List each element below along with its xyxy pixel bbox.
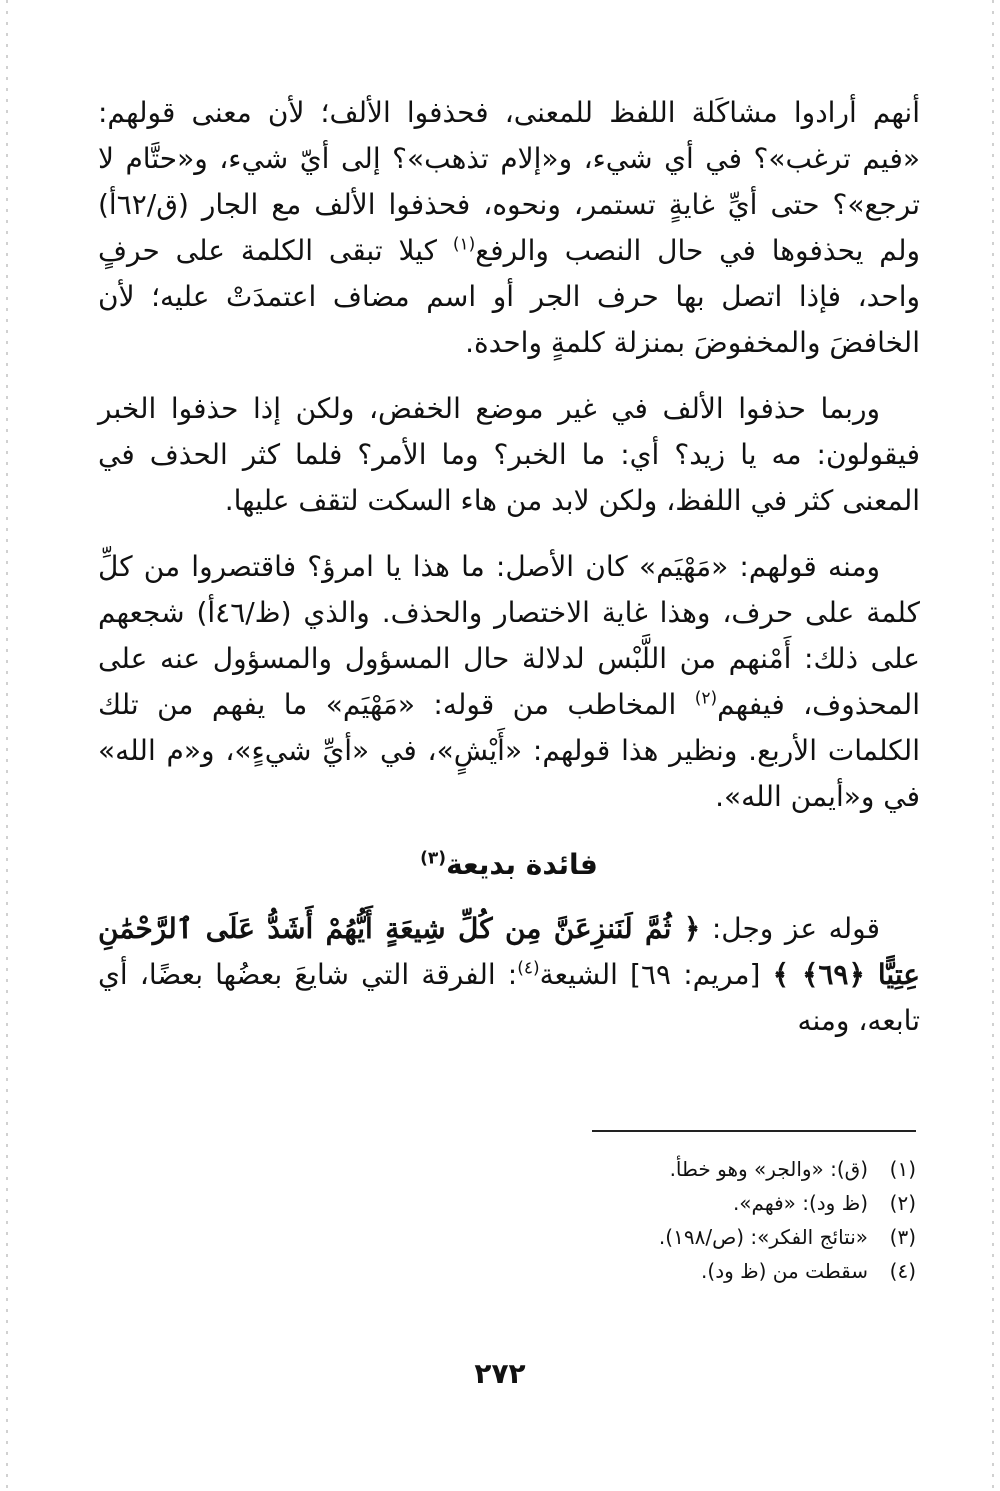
footnote-1-text: (ق): «والجر» وهو خطأ. — [669, 1157, 868, 1181]
paragraph-4-text: [مريم: ٦٩] الشيعة — [539, 958, 773, 991]
page-number: ٢٧٢ — [474, 1357, 526, 1390]
footnote-4 — [96, 1254, 916, 1288]
footnote-3-number: (٣) — [889, 1225, 916, 1249]
paragraph-1-text-after: كيلا تبقى الكلمة على حرفٍ واحد، فإذا اتصل بها حرف الجر أو اسم مضاف اعتمدَتْ عليه؛ لأن الخافضَ والمخفوضَ بمنزلة كلمةٍ واحدة. — [98, 234, 920, 359]
paragraph-3-text: ومنه قولهم: «مَهْيَم» كان الأصل: ما هذا يا امرؤ؟ فاقتصروا من كلِّ كلمة على حرف، وهذا غاية الاختصار والحذف. والذي (ظ/٤٦أ) شجعهم على ذلك: أَمْنهم من اللَّبْس لدلالة حال المسؤول والمسؤول عنه على المحذوف، فيفهم — [98, 550, 921, 721]
quran-verse: ﴿ ثُمَّ لَنَنزِعَنَّ مِن كُلِّ شِيعَةٍ أَيُّهُمْ أَشَدُّ عَلَى ٱلرَّحْمَٰنِ عِتِيًّا ﴿٦٩﴾ ﴾ — [98, 912, 920, 991]
main-text — [98, 90, 920, 1064]
paragraph-3-text-after: المخاطب من قوله: «مَهْيَم» ما يفهم من تلك الكلمات الأربع. ونظير هذا قولهم: «أَيْشٍ»، في «أيِّ شيءٍ»، و«م الله» في و«أيمن الله». — [98, 688, 920, 813]
footnote-ref-4: (٤) — [517, 958, 540, 979]
paragraph-4-text-after: : الفرقة التي شايعَ بعضُها بعضًا، أي تابعه، ومنه — [98, 958, 920, 1037]
paragraph-4-lead: قوله عز وجل: — [700, 912, 881, 945]
scan-edge-right — [992, 0, 994, 1491]
paragraph-2-text: وربما حذفوا الألف في غير موضع الخفض، ولكن إذا حذفوا الخبر فيقولون: مه يا زيد؟ أي: ما الخبر؟ وما الأمر؟ فلما كثر الحذف في المعنى كثر في اللفظ، ولكن لابد من هاء السكت لتقف عليها. — [98, 392, 920, 517]
footnotes — [96, 1152, 916, 1288]
footnote-4-text: سقطت من (ظ ود). — [701, 1259, 868, 1283]
footnote-4-number: (٤) — [889, 1259, 916, 1283]
footnote-ref-1: (١) — [452, 234, 476, 255]
paragraph-3 — [98, 544, 920, 820]
footnote-ref-3: (٣) — [420, 848, 447, 869]
footnote-2-text: (ظ ود): «فهم». — [732, 1191, 868, 1215]
footnote-3 — [96, 1220, 916, 1254]
paragraph-1-text: أنهم أرادوا مشاكَلة اللفظ للمعنى، فحذفوا الألف؛ لأن معنى قولهم: «فيم ترغب»؟ في أي شيء، و«إلام تذهب»؟ إلى أيّ شيء، و«حتَّام لا ترجع»؟ حتى أيِّ غايةٍ تستمر، ونحوه، فحذفوا الألف مع الجار (ق/٦٢أ) ولم يحذفوها في حال النصب والرفع — [98, 96, 920, 267]
footnote-ref-2: (٢) — [694, 688, 718, 709]
scan-edge-left — [6, 0, 8, 1491]
footnote-2-number: (٢) — [889, 1191, 916, 1215]
footnote-3-text: «نتائج الفكر»: (ص/١٩٨). — [658, 1225, 868, 1249]
footnote-separator — [592, 1130, 916, 1132]
paragraph-4 — [98, 906, 920, 1044]
footnote-2 — [96, 1186, 916, 1220]
footnote-1 — [96, 1152, 916, 1186]
section-heading — [98, 842, 920, 888]
footnote-1-number: (١) — [889, 1157, 916, 1181]
paragraph-2 — [98, 386, 920, 524]
paragraph-1 — [98, 90, 920, 366]
section-heading-text: فائدة بديعة — [446, 848, 598, 881]
